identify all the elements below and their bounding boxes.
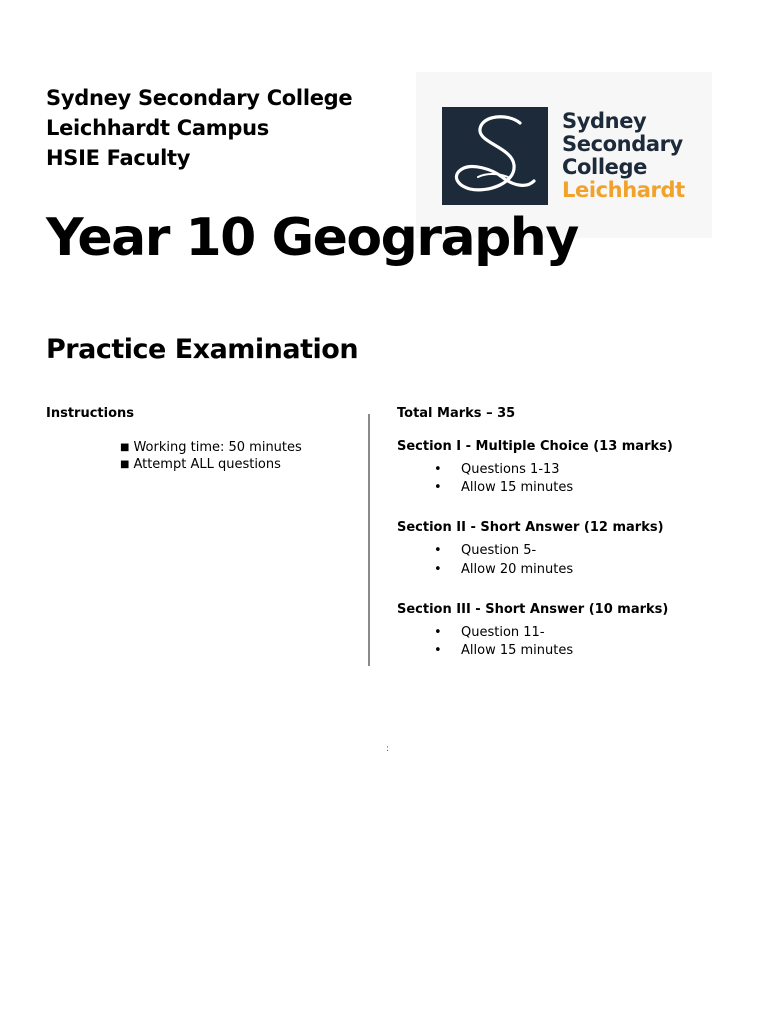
page-title: Year 10 Geography	[46, 208, 578, 268]
logo-emblem	[442, 107, 548, 205]
square-bullet-icon: ■	[120, 459, 130, 470]
instruction-item	[120, 457, 281, 472]
page-subtitle: Practice Examination	[46, 334, 359, 365]
bullet-icon: •	[434, 625, 442, 640]
instructions-heading: Instructions	[46, 406, 135, 421]
bullet-icon: •	[434, 643, 442, 658]
instruction-text: Attempt ALL questions	[133, 457, 281, 472]
logo-s-icon	[442, 107, 548, 205]
campus-name: Leichhardt Campus	[46, 116, 269, 140]
bullet-icon: •	[434, 543, 442, 558]
logo-text-accent: Leichhardt	[562, 178, 685, 202]
total-marks: Total Marks – 35	[397, 406, 516, 421]
section-item-text: Question 11-	[461, 625, 545, 640]
square-bullet-icon: ■	[120, 442, 130, 453]
section-item-text: Allow 15 minutes	[461, 480, 574, 495]
logo-text-line: Secondary	[562, 132, 683, 156]
section-heading: Section III - Short Answer (10 marks)	[397, 602, 669, 617]
school-name: Sydney Secondary College	[46, 86, 353, 110]
section-heading: Section I - Multiple Choice (13 marks)	[397, 439, 673, 454]
section-item	[434, 562, 573, 577]
section-item	[434, 625, 545, 640]
logo-text-line: College	[562, 155, 647, 179]
instruction-item	[120, 440, 302, 455]
section-item	[434, 643, 573, 658]
column-divider	[368, 414, 370, 666]
section-item	[434, 462, 560, 477]
bullet-icon: •	[434, 462, 442, 477]
section-item-text: Question 5-	[461, 543, 537, 558]
section-heading: Section II - Short Answer (12 marks)	[397, 520, 664, 535]
section-item-text: Allow 15 minutes	[461, 643, 574, 658]
section-item-text: Allow 20 minutes	[461, 562, 574, 577]
logo-text-line: Sydney	[562, 109, 647, 133]
bullet-icon: •	[434, 480, 442, 495]
stray-mark: :	[386, 744, 390, 754]
faculty-name: HSIE Faculty	[46, 146, 191, 170]
instruction-text: Working time: 50 minutes	[133, 440, 302, 455]
section-item	[434, 543, 536, 558]
bullet-icon: •	[434, 562, 442, 577]
section-item	[434, 480, 573, 495]
section-item-text: Questions 1-13	[461, 462, 560, 477]
